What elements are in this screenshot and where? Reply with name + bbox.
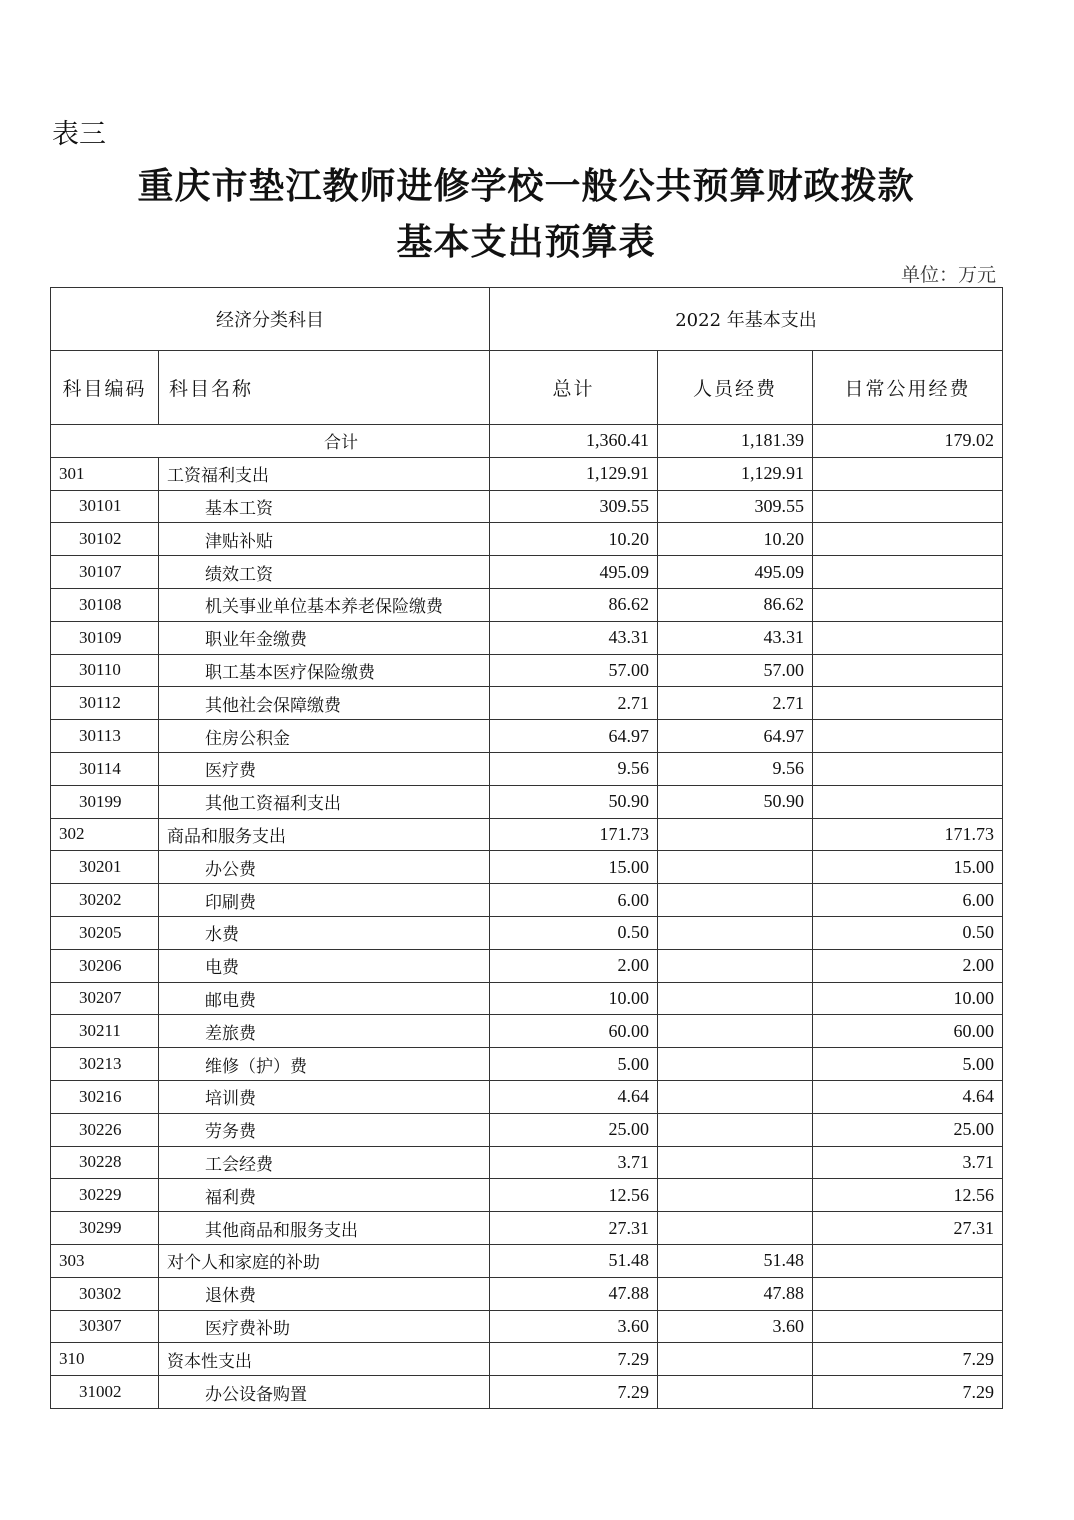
row-total: 51.48 bbox=[490, 1244, 658, 1277]
table-row bbox=[51, 949, 1003, 982]
row-personnel: 2.71 bbox=[658, 687, 813, 720]
table-row bbox=[51, 752, 1003, 785]
row-public bbox=[813, 720, 1003, 753]
budget-table bbox=[50, 287, 1003, 1409]
header-name: 科目名称 bbox=[159, 351, 490, 425]
table-row bbox=[51, 621, 1003, 654]
row-personnel bbox=[658, 1113, 813, 1146]
row-total: 6.00 bbox=[490, 884, 658, 917]
row-name: 其他工资福利支出 bbox=[159, 785, 490, 818]
row-public: 0.50 bbox=[813, 916, 1003, 949]
row-personnel: 57.00 bbox=[658, 654, 813, 687]
table-row bbox=[51, 1113, 1003, 1146]
row-code: 31002 bbox=[51, 1376, 159, 1409]
row-name: 福利费 bbox=[159, 1179, 490, 1212]
row-personnel: 64.97 bbox=[658, 720, 813, 753]
row-personnel: 3.60 bbox=[658, 1310, 813, 1343]
row-personnel bbox=[658, 1080, 813, 1113]
table-row bbox=[51, 916, 1003, 949]
row-name: 商品和服务支出 bbox=[159, 818, 490, 851]
row-personnel: 495.09 bbox=[658, 556, 813, 589]
table-row bbox=[51, 1212, 1003, 1245]
row-public: 3.71 bbox=[813, 1146, 1003, 1179]
header-row-2 bbox=[51, 351, 1003, 425]
row-code: 30216 bbox=[51, 1080, 159, 1113]
row-public: 60.00 bbox=[813, 1015, 1003, 1048]
row-name: 基本工资 bbox=[159, 490, 490, 523]
table-row bbox=[51, 851, 1003, 884]
row-total: 60.00 bbox=[490, 1015, 658, 1048]
row-name: 住房公积金 bbox=[159, 720, 490, 753]
row-name: 职工基本医疗保险缴费 bbox=[159, 654, 490, 687]
row-name: 津贴补贴 bbox=[159, 523, 490, 556]
header-code: 科目编码 bbox=[51, 351, 159, 425]
table-row bbox=[51, 1048, 1003, 1081]
row-name: 绩效工资 bbox=[159, 556, 490, 589]
row-code: 310 bbox=[51, 1343, 159, 1376]
row-public: 4.64 bbox=[813, 1080, 1003, 1113]
row-personnel: 86.62 bbox=[658, 588, 813, 621]
row-public bbox=[813, 621, 1003, 654]
row-personnel bbox=[658, 818, 813, 851]
table-row bbox=[51, 1179, 1003, 1212]
row-name: 水费 bbox=[159, 916, 490, 949]
table-row bbox=[51, 1343, 1003, 1376]
row-total: 12.56 bbox=[490, 1179, 658, 1212]
row-name: 培训费 bbox=[159, 1080, 490, 1113]
row-code: 30299 bbox=[51, 1212, 159, 1245]
row-code: 30114 bbox=[51, 752, 159, 785]
table-row bbox=[51, 1376, 1003, 1409]
row-name: 邮电费 bbox=[159, 982, 490, 1015]
row-personnel bbox=[658, 1146, 813, 1179]
row-personnel: 1,129.91 bbox=[658, 457, 813, 490]
row-code: 30229 bbox=[51, 1179, 159, 1212]
row-name: 医疗费 bbox=[159, 752, 490, 785]
row-public bbox=[813, 588, 1003, 621]
row-personnel: 9.56 bbox=[658, 752, 813, 785]
header-year: 2022 年基本支出 bbox=[490, 288, 1003, 351]
row-code: 301 bbox=[51, 457, 159, 490]
row-name: 差旅费 bbox=[159, 1015, 490, 1048]
row-public bbox=[813, 785, 1003, 818]
row-personnel bbox=[658, 1015, 813, 1048]
row-personnel bbox=[658, 1376, 813, 1409]
header-row-1 bbox=[51, 288, 1003, 351]
row-name: 其他商品和服务支出 bbox=[159, 1212, 490, 1245]
total-row bbox=[51, 425, 1003, 458]
row-total: 43.31 bbox=[490, 621, 658, 654]
row-code: 30108 bbox=[51, 588, 159, 621]
row-total: 4.64 bbox=[490, 1080, 658, 1113]
row-code: 30113 bbox=[51, 720, 159, 753]
row-personnel: 47.88 bbox=[658, 1277, 813, 1310]
document-title-line-1: 重庆市垫江教师进修学校一般公共预算财政拨款 bbox=[137, 165, 915, 207]
row-code: 30199 bbox=[51, 785, 159, 818]
row-personnel bbox=[658, 1343, 813, 1376]
row-name: 职业年金缴费 bbox=[159, 621, 490, 654]
row-total: 47.88 bbox=[490, 1277, 658, 1310]
row-total: 495.09 bbox=[490, 556, 658, 589]
row-total: 64.97 bbox=[490, 720, 658, 753]
row-public: 171.73 bbox=[813, 818, 1003, 851]
table-row bbox=[51, 687, 1003, 720]
row-total: 1,129.91 bbox=[490, 457, 658, 490]
row-public bbox=[813, 490, 1003, 523]
row-code: 30302 bbox=[51, 1277, 159, 1310]
row-name: 医疗费补助 bbox=[159, 1310, 490, 1343]
table-row bbox=[51, 884, 1003, 917]
row-total: 57.00 bbox=[490, 654, 658, 687]
row-total: 0.50 bbox=[490, 916, 658, 949]
header-personnel: 人员经费 bbox=[658, 351, 813, 425]
row-public: 7.29 bbox=[813, 1343, 1003, 1376]
row-personnel: 51.48 bbox=[658, 1244, 813, 1277]
table-row bbox=[51, 654, 1003, 687]
table-row bbox=[51, 457, 1003, 490]
header-public: 日常公用经费 bbox=[813, 351, 1003, 425]
row-code: 30206 bbox=[51, 949, 159, 982]
row-public bbox=[813, 556, 1003, 589]
row-code: 30211 bbox=[51, 1015, 159, 1048]
row-public: 15.00 bbox=[813, 851, 1003, 884]
row-name: 办公设备购置 bbox=[159, 1376, 490, 1409]
row-public bbox=[813, 523, 1003, 556]
row-personnel bbox=[658, 1212, 813, 1245]
row-personnel: 50.90 bbox=[658, 785, 813, 818]
row-total: 15.00 bbox=[490, 851, 658, 884]
row-name: 办公费 bbox=[159, 851, 490, 884]
row-code: 30226 bbox=[51, 1113, 159, 1146]
document-label: 表三 bbox=[52, 119, 106, 150]
row-name: 退休费 bbox=[159, 1277, 490, 1310]
row-public bbox=[813, 1310, 1003, 1343]
row-code: 30112 bbox=[51, 687, 159, 720]
row-public bbox=[813, 457, 1003, 490]
row-personnel bbox=[658, 916, 813, 949]
row-total: 7.29 bbox=[490, 1343, 658, 1376]
row-public bbox=[813, 654, 1003, 687]
row-total: 27.31 bbox=[490, 1212, 658, 1245]
row-public bbox=[813, 1277, 1003, 1310]
row-public: 25.00 bbox=[813, 1113, 1003, 1146]
header-total: 总计 bbox=[490, 351, 658, 425]
row-name: 工资福利支出 bbox=[159, 457, 490, 490]
row-name: 机关事业单位基本养老保险缴费 bbox=[159, 588, 490, 621]
row-personnel bbox=[658, 982, 813, 1015]
row-personnel bbox=[658, 1048, 813, 1081]
row-total: 9.56 bbox=[490, 752, 658, 785]
document-title-line-2: 基本支出预算表 bbox=[396, 221, 656, 263]
row-total: 171.73 bbox=[490, 818, 658, 851]
row-code: 30102 bbox=[51, 523, 159, 556]
row-personnel bbox=[658, 851, 813, 884]
row-total: 3.60 bbox=[490, 1310, 658, 1343]
table-row bbox=[51, 490, 1003, 523]
row-name: 对个人和家庭的补助 bbox=[159, 1244, 490, 1277]
row-code: 30213 bbox=[51, 1048, 159, 1081]
unit-label: 单位：万元 bbox=[900, 264, 996, 286]
table-row bbox=[51, 785, 1003, 818]
row-public bbox=[813, 1244, 1003, 1277]
row-personnel: 10.20 bbox=[658, 523, 813, 556]
row-name: 工会经费 bbox=[159, 1146, 490, 1179]
row-code: 30228 bbox=[51, 1146, 159, 1179]
table-row bbox=[51, 1146, 1003, 1179]
row-public: 27.31 bbox=[813, 1212, 1003, 1245]
row-public: 5.00 bbox=[813, 1048, 1003, 1081]
row-total: 3.71 bbox=[490, 1146, 658, 1179]
table-row bbox=[51, 523, 1003, 556]
row-code: 30107 bbox=[51, 556, 159, 589]
table-row bbox=[51, 556, 1003, 589]
row-personnel: 309.55 bbox=[658, 490, 813, 523]
row-total: 10.00 bbox=[490, 982, 658, 1015]
table-row bbox=[51, 982, 1003, 1015]
row-code: 30201 bbox=[51, 851, 159, 884]
row-public: 10.00 bbox=[813, 982, 1003, 1015]
table-row bbox=[51, 818, 1003, 851]
row-public bbox=[813, 687, 1003, 720]
row-code: 30101 bbox=[51, 490, 159, 523]
row-total: 50.90 bbox=[490, 785, 658, 818]
row-public bbox=[813, 752, 1003, 785]
table-row bbox=[51, 1015, 1003, 1048]
row-code: 30307 bbox=[51, 1310, 159, 1343]
row-public: 12.56 bbox=[813, 1179, 1003, 1212]
row-name: 资本性支出 bbox=[159, 1343, 490, 1376]
row-total: 2.71 bbox=[490, 687, 658, 720]
row-personnel bbox=[658, 949, 813, 982]
row-personnel: 43.31 bbox=[658, 621, 813, 654]
row-total: 309.55 bbox=[490, 490, 658, 523]
row-name: 维修（护）费 bbox=[159, 1048, 490, 1081]
row-code: 30205 bbox=[51, 916, 159, 949]
row-code: 30109 bbox=[51, 621, 159, 654]
row-total: 7.29 bbox=[490, 1376, 658, 1409]
row-total: 25.00 bbox=[490, 1113, 658, 1146]
table-row bbox=[51, 1080, 1003, 1113]
row-name: 印刷费 bbox=[159, 884, 490, 917]
row-total: 5.00 bbox=[490, 1048, 658, 1081]
row-code: 303 bbox=[51, 1244, 159, 1277]
row-total: 2.00 bbox=[490, 949, 658, 982]
row-name: 劳务费 bbox=[159, 1113, 490, 1146]
row-code: 30202 bbox=[51, 884, 159, 917]
total-public: 179.02 bbox=[813, 425, 1003, 458]
row-total: 10.20 bbox=[490, 523, 658, 556]
table-row bbox=[51, 1310, 1003, 1343]
row-total: 86.62 bbox=[490, 588, 658, 621]
row-public: 6.00 bbox=[813, 884, 1003, 917]
table-row bbox=[51, 588, 1003, 621]
total-personnel: 1,181.39 bbox=[658, 425, 813, 458]
row-public: 2.00 bbox=[813, 949, 1003, 982]
table-row bbox=[51, 1277, 1003, 1310]
header-category: 经济分类科目 bbox=[51, 288, 490, 351]
row-code: 30110 bbox=[51, 654, 159, 687]
row-code: 302 bbox=[51, 818, 159, 851]
row-personnel bbox=[658, 1179, 813, 1212]
row-public: 7.29 bbox=[813, 1376, 1003, 1409]
total-label: 合计 bbox=[51, 425, 490, 458]
table-row bbox=[51, 1244, 1003, 1277]
row-name: 其他社会保障缴费 bbox=[159, 687, 490, 720]
table-row bbox=[51, 720, 1003, 753]
row-code: 30207 bbox=[51, 982, 159, 1015]
row-personnel bbox=[658, 884, 813, 917]
total-sum: 1,360.41 bbox=[490, 425, 658, 458]
row-name: 电费 bbox=[159, 949, 490, 982]
